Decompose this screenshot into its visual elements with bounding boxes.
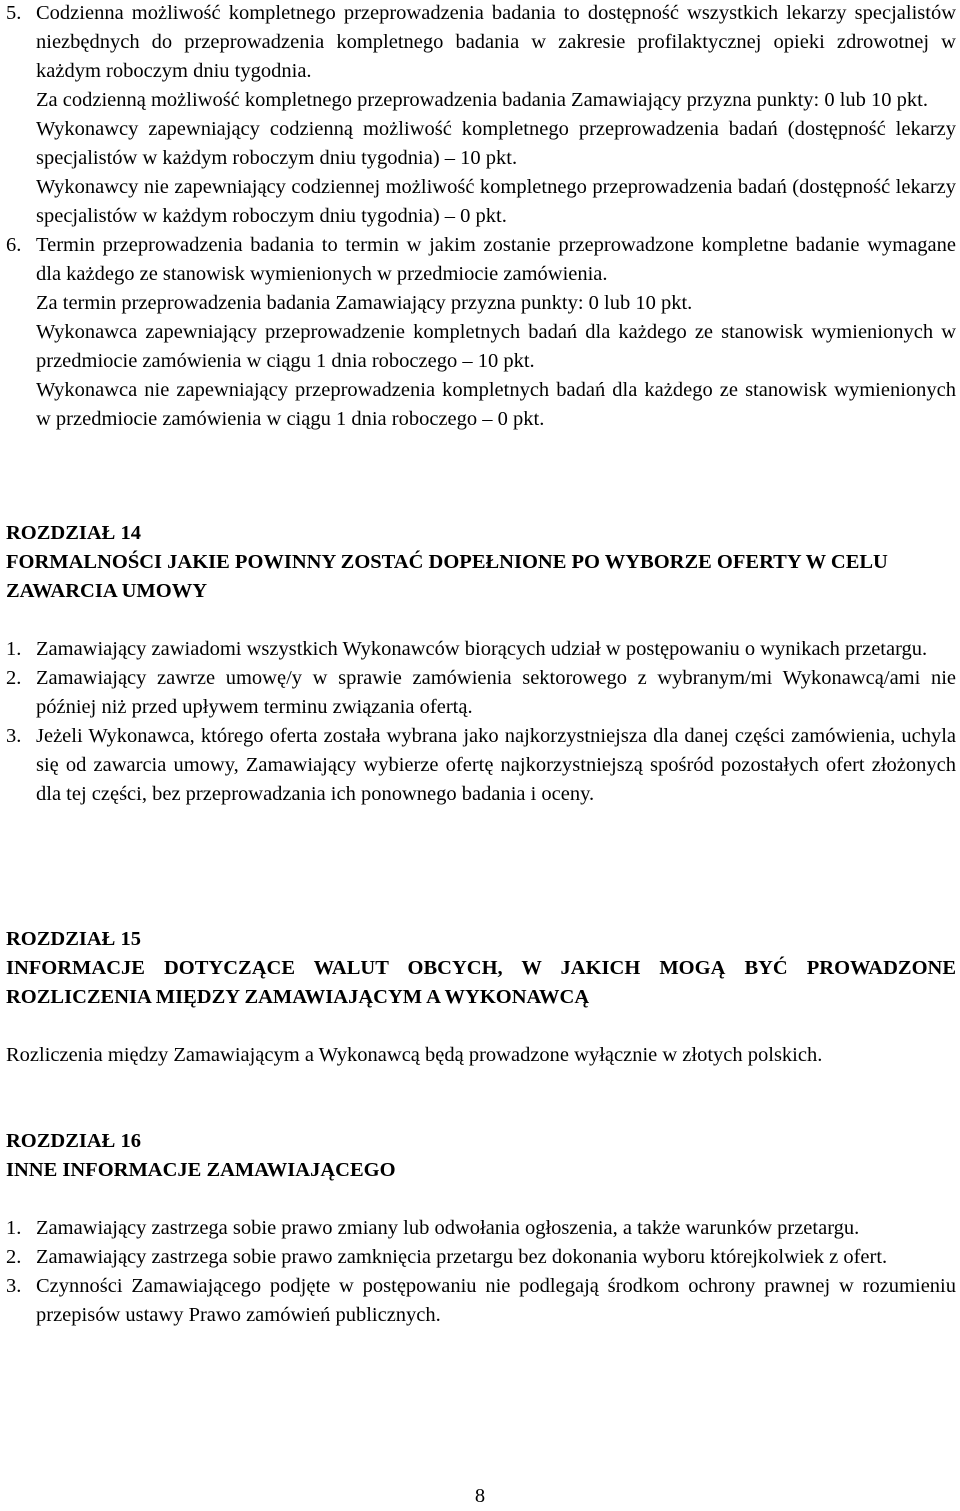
paragraph: Wykonawcy nie zapewniający codziennej możliwość kompletnego przeprowadzenia badań (dostępność lekarzy specjalistów w każdym roboczym dniu tygodnia) – 0 pkt. <box>36 176 956 227</box>
list-item <box>6 1243 956 1272</box>
chapter-15 <box>6 925 956 1070</box>
chapter-list <box>6 635 956 809</box>
paragraph: Wykonawcy zapewniający codzienną możliwość kompletnego przeprowadzenia badań (dostępność lekarzy specjalistów w każdym roboczym dniu tygodnia) – 10 pkt. <box>36 118 956 169</box>
chapter-title: INFORMACJE DOTYCZĄCE WALUT OBCYCH, W JAKICH MOGĄ BYĆ PROWADZONE ROZLICZENIA MIĘDZY ZAMAWIAJĄCYM A WYKONAWCĄ <box>6 957 956 1008</box>
item-text: Zamawiający zawrze umowę/y w sprawie zamówienia sektorowego z wybranym/mi Wykonawcą/ami nie później niż przed upływem terminu związania ofertą. <box>36 667 956 718</box>
item-text: Czynności Zamawiającego podjęte w postępowaniu nie podlegają środkom ochrony prawnej w rozumieniu przepisów ustawy Prawo zamówień publicznych. <box>36 1275 956 1326</box>
paragraph: Wykonawca zapewniający przeprowadzenie kompletnych badań dla każdego ze stanowisk wymienionych w przedmiocie zamówienia w ciągu 1 dnia roboczego – 10 pkt. <box>36 321 956 372</box>
item-number: 5. <box>6 2 22 24</box>
chapter-heading: ROZDZIAŁ 15 <box>6 928 141 950</box>
item-text: Zamawiający zastrzega sobie prawo zamknięcia przetargu bez dokonania wyboru którejkolwiek z ofert. <box>36 1246 888 1268</box>
list-item <box>6 664 956 722</box>
paragraph: Rozliczenia między Zamawiającym a Wykonawcą będą prowadzone wyłącznie w złotych polskich. <box>6 1044 823 1066</box>
item-number: 2. <box>6 667 22 689</box>
list-item <box>6 1272 956 1330</box>
chapter-list <box>6 1214 956 1330</box>
item-number: 6. <box>6 234 22 256</box>
paragraph: Codzienna możliwość kompletnego przeprowadzenia badania to dostępność wszystkich lekarzy specjalistów niezbędnych do przeprowadzenia kompletnego badania w zakresie profilaktycznej opieki zdrowotnej w każdym roboczym dniu tygodnia. <box>36 2 956 82</box>
paragraph: Za codzienną możliwość kompletnego przeprowadzenia badania Zamawiający przyzna punkty: 0 lub 10 pkt. <box>36 89 928 111</box>
chapter-16 <box>6 1127 956 1330</box>
paragraph: Termin przeprowadzenia badania to termin w jakim zostanie przeprowadzone kompletne badanie wymagane dla każdego ze stanowisk wymienionych w przedmiocie zamówienia. <box>36 234 956 285</box>
chapter-title: FORMALNOŚCI JAKIE POWINNY ZOSTAĆ DOPEŁNIONE PO WYBORZE OFERTY W CELU ZAWARCIA UMOWY <box>6 551 888 602</box>
paragraph: Za termin przeprowadzenia badania Zamawiający przyzna punkty: 0 lub 10 pkt. <box>36 292 693 314</box>
item-number: 2. <box>6 1246 22 1268</box>
item-number: 1. <box>6 638 22 660</box>
item-text: Jeżeli Wykonawca, którego oferta została wybrana jako najkorzystniejsza dla danej części zamówienia, uchyla się od zawarcia umowy, Zamawiający wybierze ofertę najkorzystniejszą spośród pozostałych ofert złożonych dla tej części, bez przeprowadzania ich ponownego badania i oceny. <box>36 725 956 805</box>
chapter-14 <box>6 519 956 809</box>
item-number: 3. <box>6 725 22 747</box>
list-item <box>6 722 956 809</box>
item-number: 3. <box>6 1275 22 1297</box>
list-item <box>6 635 956 664</box>
chapter-heading: ROZDZIAŁ 16 <box>6 1130 141 1152</box>
item-text: Zamawiający zawiadomi wszystkich Wykonawców biorących udział w postępowaniu o wynikach przetargu. <box>36 638 928 660</box>
chapter-heading: ROZDZIAŁ 14 <box>6 522 141 544</box>
criterion-item-6 <box>6 231 956 434</box>
item-number: 1. <box>6 1217 22 1239</box>
criteria-section <box>6 0 956 434</box>
criterion-item-5 <box>6 0 956 231</box>
list-item <box>6 1214 956 1243</box>
item-text: Zamawiający zastrzega sobie prawo zmiany lub odwołania ogłoszenia, a także warunków przetargu. <box>36 1217 860 1239</box>
page-number: 8 <box>474 1485 486 1507</box>
paragraph: Wykonawca nie zapewniający przeprowadzenia kompletnych badań dla każdego ze stanowisk wymienionych w przedmiocie zamówienia w ciągu 1 dnia roboczego – 0 pkt. <box>36 379 956 430</box>
chapter-title: INNE INFORMACJE ZAMAWIAJĄCEGO <box>6 1159 396 1181</box>
